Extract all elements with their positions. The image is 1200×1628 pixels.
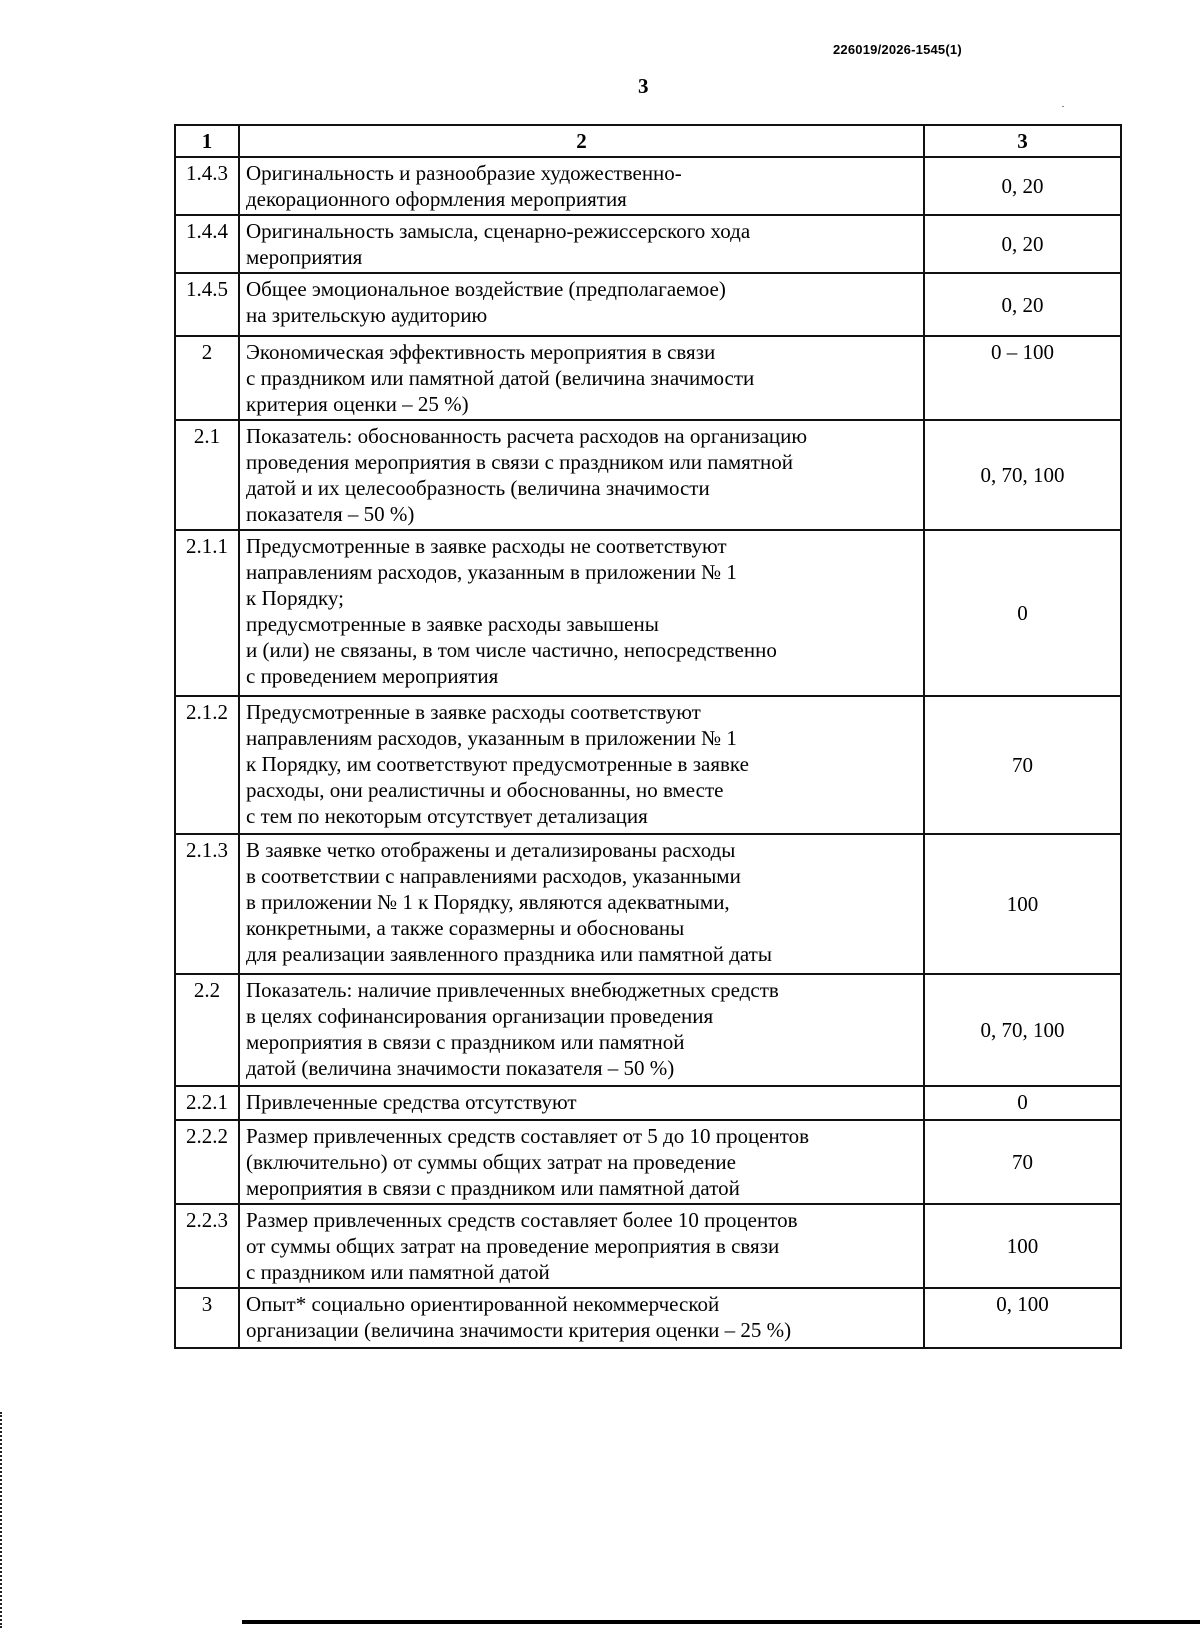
- table-row: [175, 157, 1121, 215]
- table-row: [175, 530, 1121, 696]
- row-score: 0: [924, 530, 1121, 696]
- table-row: [175, 336, 1121, 420]
- row-number: 1.4.3: [175, 157, 239, 215]
- row-score: 100: [924, 1204, 1121, 1288]
- column-header-1: 1: [175, 125, 239, 157]
- row-description: Общее эмоциональное воздействие (предполагаемое) на зрительскую аудиторию: [239, 273, 924, 336]
- row-score: 0: [924, 1086, 1121, 1120]
- row-description: Опыт* социально ориентированной некоммерческой организации (величина значимости критерия оценки – 25 %): [239, 1288, 924, 1348]
- row-description: Размер привлеченных средств составляет более 10 процентов от суммы общих затрат на проведение мероприятия в связи с праздником или памятной датой: [239, 1204, 924, 1288]
- row-score: 0, 70, 100: [924, 420, 1121, 530]
- row-number: 3: [175, 1288, 239, 1348]
- document-number: 226019/2026-1545(1): [833, 42, 962, 57]
- row-number: 2.2.3: [175, 1204, 239, 1288]
- row-description: Предусмотренные в заявке расходы соответствуют направлениям расходов, указанным в приложении № 1 к Порядку, им соответствуют предусмотренные в заявке расходы, они реалистичны и обоснованны, но вместе с тем по некоторым отсутствует детализация: [239, 696, 924, 834]
- row-number: 2.1: [175, 420, 239, 530]
- row-number: 2.1.3: [175, 834, 239, 974]
- column-header-2: 2: [239, 125, 924, 157]
- page-number: 3: [638, 74, 649, 98]
- row-score: 0 – 100: [924, 336, 1121, 420]
- scan-edge-marks: [0, 1412, 4, 1628]
- row-description: Экономическая эффективность мероприятия в связи с праздником или памятной датой (величина значимости критерия оценки – 25 %): [239, 336, 924, 420]
- row-score: 0, 70, 100: [924, 974, 1121, 1086]
- row-number: 2.2.2: [175, 1120, 239, 1204]
- row-score: 100: [924, 834, 1121, 974]
- criteria-table: [174, 124, 1122, 1349]
- row-description: Показатель: наличие привлеченных внебюджетных средств в целях софинансирования организации проведения мероприятия в связи с праздником или памятной датой (величина значимости показателя – 50 %): [239, 974, 924, 1086]
- row-number: 1.4.5: [175, 273, 239, 336]
- row-number: 2.2.1: [175, 1086, 239, 1120]
- row-score: 70: [924, 696, 1121, 834]
- row-number: 2.2: [175, 974, 239, 1086]
- table-row: [175, 1204, 1121, 1288]
- table-row: [175, 1086, 1121, 1120]
- table-header-row: [175, 125, 1121, 157]
- table-row: [175, 215, 1121, 273]
- scan-speck: [1062, 106, 1064, 107]
- row-description: Предусмотренные в заявке расходы не соответствуют направлениям расходов, указанным в приложении № 1 к Порядку; предусмотренные в заявке расходы завышены и (или) не связаны, в том числе частично, непосредственно с проведением мероприятия: [239, 530, 924, 696]
- row-score: 0, 20: [924, 215, 1121, 273]
- table-row: [175, 1120, 1121, 1204]
- column-header-3: 3: [924, 125, 1121, 157]
- row-score: 0, 100: [924, 1288, 1121, 1348]
- row-description: Привлеченные средства отсутствуют: [239, 1086, 924, 1120]
- row-number: 2: [175, 336, 239, 420]
- table-row: [175, 974, 1121, 1086]
- row-description: Показатель: обоснованность расчета расходов на организацию проведения мероприятия в связи с праздником или памятной датой и их целесообразность (величина значимости показателя – 50 %): [239, 420, 924, 530]
- row-description: Оригинальность и разнообразие художественно- декорационного оформления мероприятия: [239, 157, 924, 215]
- row-number: 1.4.4: [175, 215, 239, 273]
- row-score: 0, 20: [924, 273, 1121, 336]
- row-description: Оригинальность замысла, сценарно-режиссерского хода мероприятия: [239, 215, 924, 273]
- row-number: 2.1.2: [175, 696, 239, 834]
- scan-bottom-border: [242, 1620, 1200, 1624]
- table-row: [175, 696, 1121, 834]
- row-score: 70: [924, 1120, 1121, 1204]
- row-description: В заявке четко отображены и детализированы расходы в соответствии с направлениями расходов, указанными в приложении № 1 к Порядку, являются адекватными, конкретными, а также соразмерны и обоснованы для реализации заявленного праздника или памятной даты: [239, 834, 924, 974]
- table-row: [175, 1288, 1121, 1348]
- row-score: 0, 20: [924, 157, 1121, 215]
- table-row: [175, 834, 1121, 974]
- row-number: 2.1.1: [175, 530, 239, 696]
- table-row: [175, 420, 1121, 530]
- table-row: [175, 273, 1121, 336]
- row-description: Размер привлеченных средств составляет от 5 до 10 процентов (включительно) от суммы общих затрат на проведение мероприятия в связи с праздником или памятной датой: [239, 1120, 924, 1204]
